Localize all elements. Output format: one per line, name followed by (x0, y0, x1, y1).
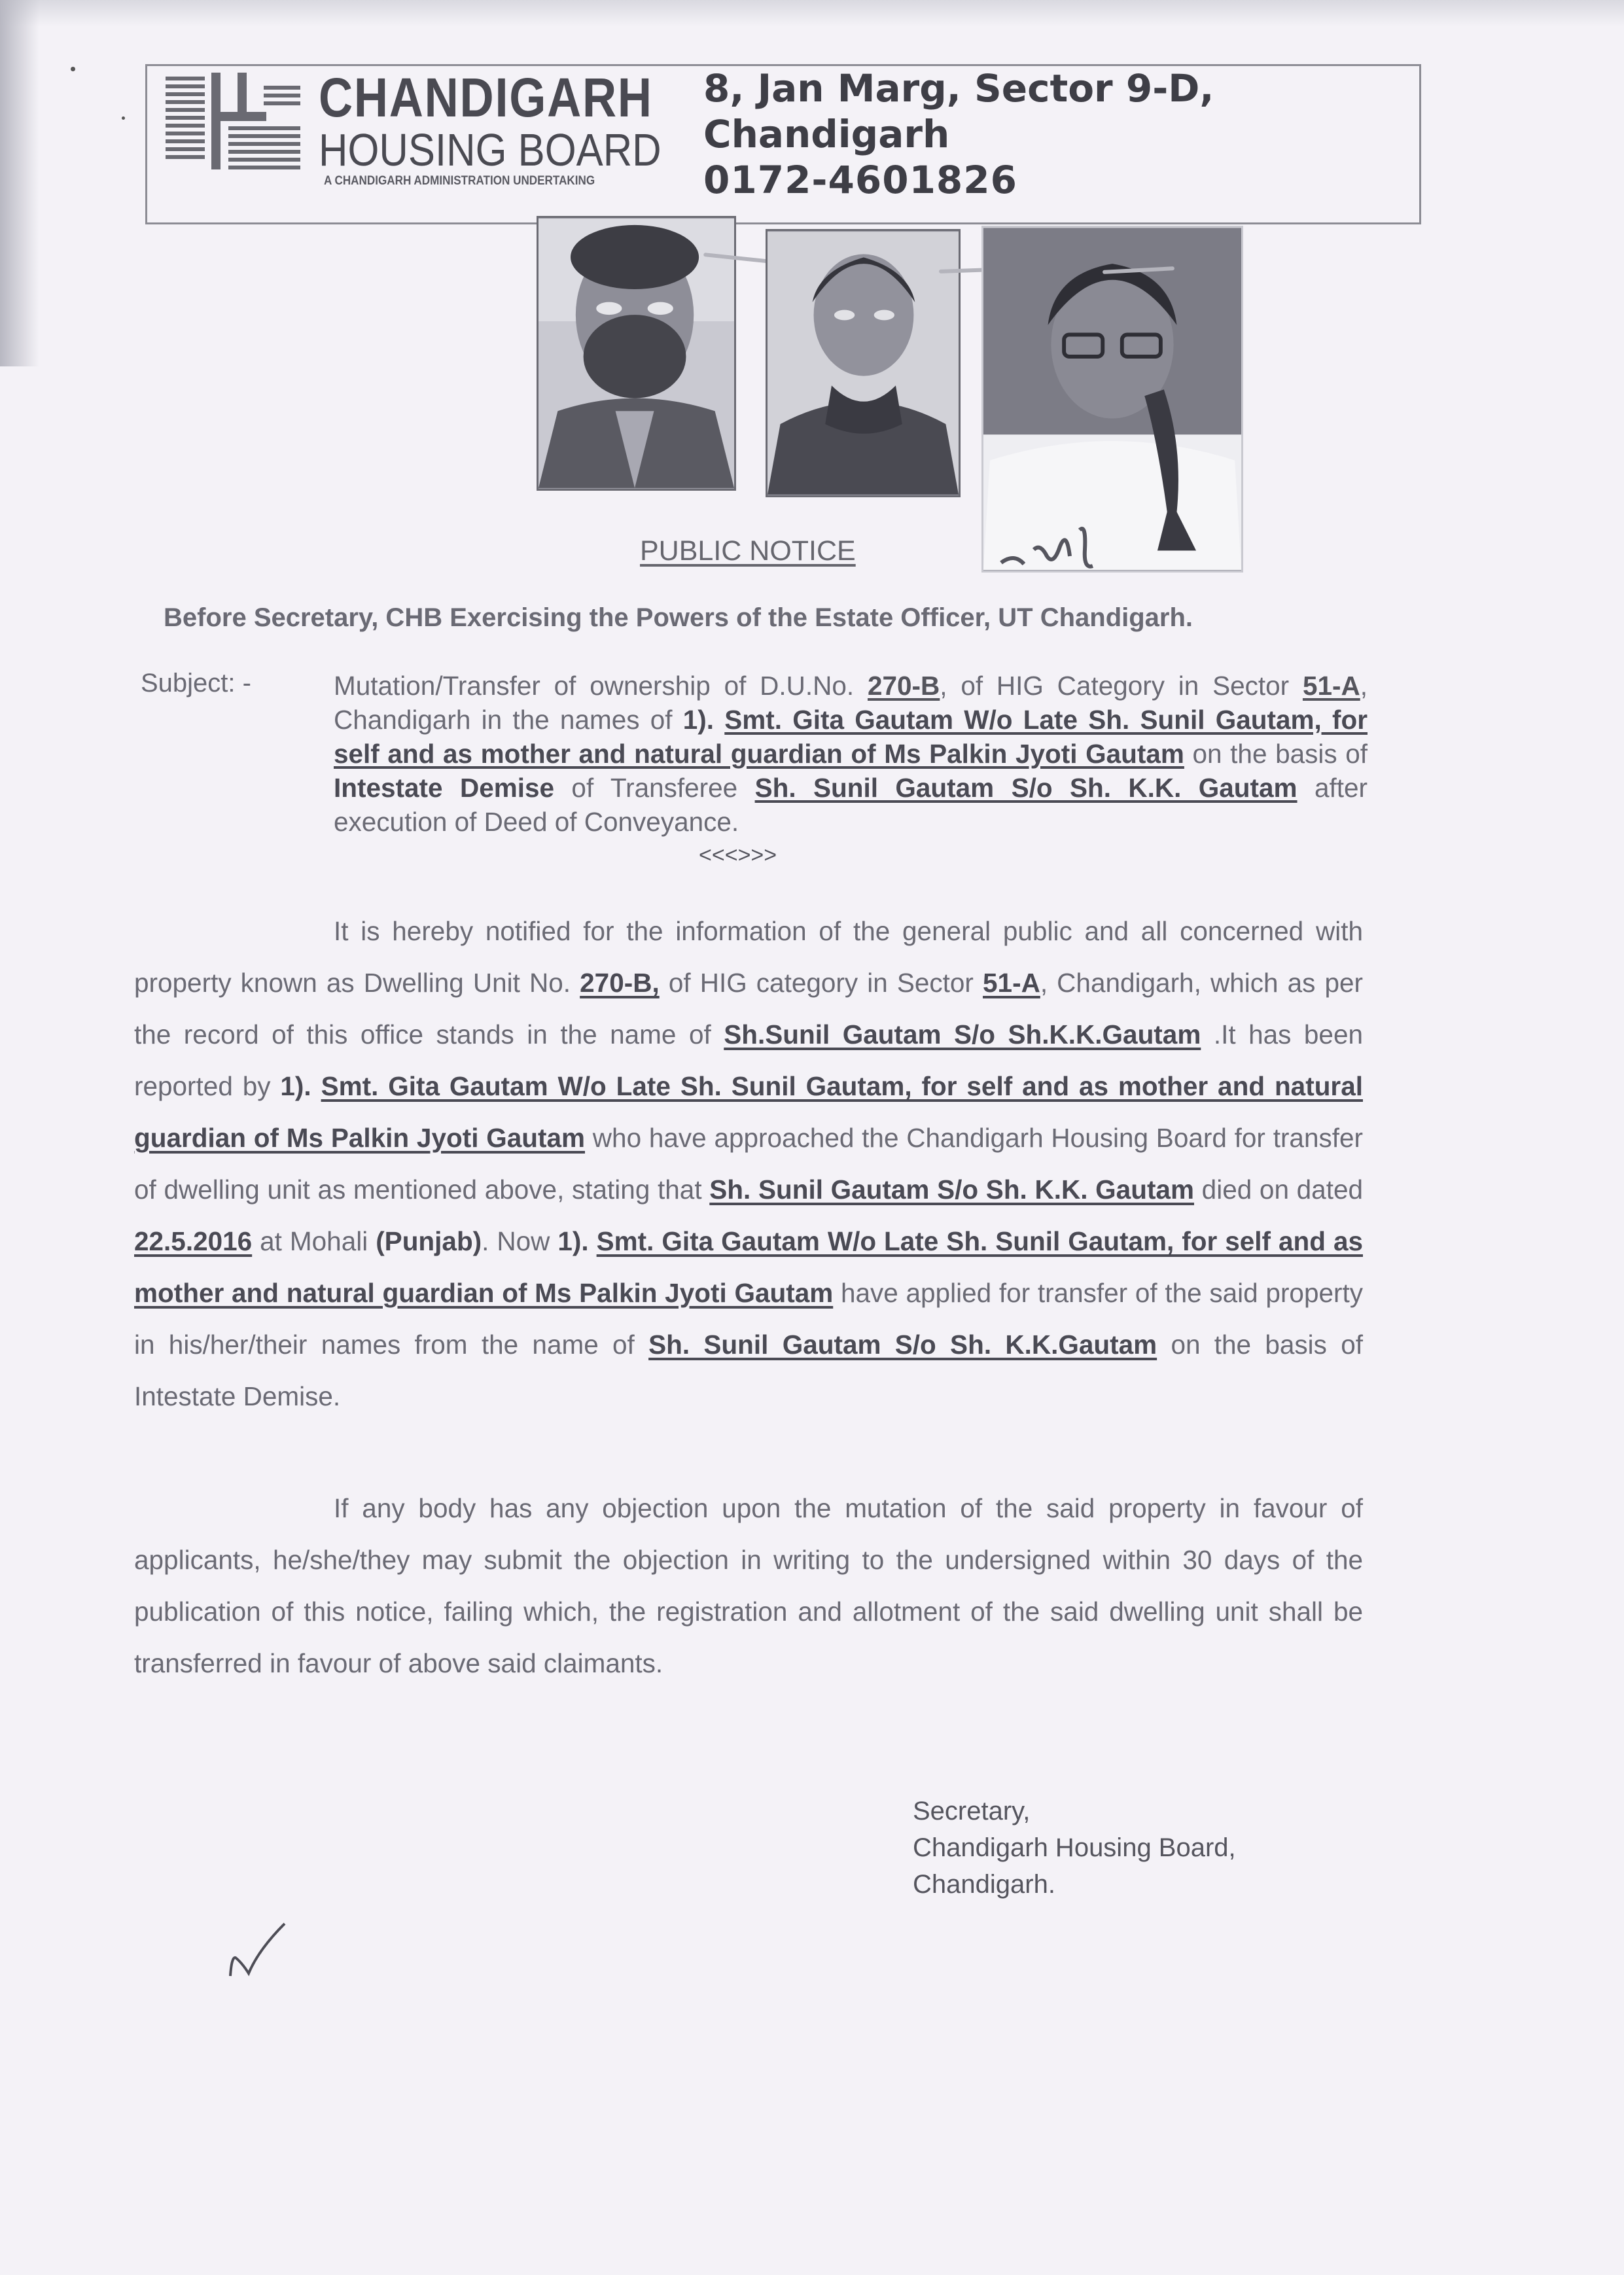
before-line: Before Secretary, CHB Exercising the Powers of the Estate Officer, UT Chandigarh. (164, 603, 1193, 632)
org-name-line-2: HOUSING BOARD (319, 124, 662, 175)
subject-sector: 51-A (1302, 671, 1360, 701)
signatory-block (913, 1793, 1236, 1903)
para-deceased: Sh. Sunil Gautam S/o Sh. K.K. Gautam (709, 1174, 1194, 1205)
speck (71, 67, 75, 71)
org-tagline: A CHANDIGARH ADMINISTRATION UNDERTAKING (324, 174, 595, 188)
signatory-title: Secretary, (913, 1797, 1031, 1825)
para-text: .It has been reported by (134, 1019, 1363, 1101)
chb-logo-icon (166, 73, 303, 169)
para-text: It is hereby notified for the information of the general public and all concerned with property known as Dwelling Unit No. (134, 916, 1363, 998)
para-owner: Sh.Sunil Gautam S/o Sh.K.K.Gautam (724, 1019, 1201, 1049)
subject-text: after execution of Deed of Conveyance. (334, 773, 1368, 837)
subject-basis: Intestate Demise (334, 773, 555, 803)
para-date: 22.5.2016 (134, 1226, 253, 1256)
photo-2 (766, 229, 961, 497)
org-name-line-1: CHANDIGARH (319, 67, 653, 128)
address-line-1: 8, Jan Marg, Sector 9-D, (703, 66, 1214, 111)
page-edge-shadow (0, 0, 1624, 26)
phone-number: 0172-4601826 (703, 158, 1017, 202)
signature-scribble-icon (995, 517, 1112, 576)
para-owner: Sh. Sunil Gautam S/o Sh. K.K.Gautam (648, 1330, 1157, 1360)
portrait-man-image (538, 218, 734, 489)
para-applicants: Smt. Gita Gautam W/o Late Sh. Sunil Gautam, for self and as mother and natural guardian of Ms Palkin Jyoti Gautam (134, 1226, 1363, 1308)
notice-paragraph-2: If any body has any objection upon the mutation of the said property in favour of applicants, he/she/they may submit the objection in writing to the undersigned within 30 days of the publication of this notice, failing which, the registration and allotment of the said dwelling unit shall be transferred in favour of above said claimants. (134, 1493, 1363, 1678)
subject-text (714, 705, 724, 735)
para-text: . Now (482, 1226, 558, 1256)
notice-paragraph-1 (134, 906, 1363, 1422)
para-text (311, 1071, 321, 1101)
para-unit: 270-B, (580, 968, 660, 998)
para-text (589, 1226, 597, 1256)
subject-body (334, 669, 1368, 839)
para-place: (Punjab) (376, 1226, 482, 1256)
para-item-number: 1). (280, 1071, 311, 1101)
para-sector: 51-A (983, 968, 1040, 998)
subject-text: of Transferee (554, 773, 755, 803)
subject-text: , of HIG Category in Sector (940, 671, 1303, 701)
signatory-city: Chandigarh. (913, 1870, 1055, 1899)
para-text: have applied for transfer of the said property in his/her/their names from the name of (134, 1278, 1363, 1360)
para-applicants: Smt. Gita Gautam W/o Late Sh. Sunil Gautam, for self and as mother and natural guardian of Ms Palkin Jyoti Gautam (134, 1071, 1363, 1153)
photo-1 (537, 216, 736, 491)
subject-label: Subject: - (141, 669, 251, 697)
portrait-woman-image (768, 231, 959, 495)
subject-text: , Chandigarh in the names of (334, 671, 1368, 735)
subject-item-number: 1). (682, 705, 715, 735)
para-text: on the basis of Intestate Demise. (134, 1330, 1363, 1411)
initial-mark-icon (222, 1911, 294, 1983)
subject-text: Mutation/Transfer of ownership of D.U.No. (334, 671, 868, 701)
para-text: , Chandigarh, which as per the record of this office stands in the name of (134, 968, 1363, 1049)
signatory-org: Chandigarh Housing Board, (913, 1833, 1236, 1862)
para-text: at Mohali (252, 1226, 376, 1256)
address-line-2: Chandigarh (703, 112, 950, 156)
speck (122, 116, 125, 120)
subject-text: on the basis of (1184, 739, 1368, 769)
para-text: of HIG category in Sector (659, 968, 983, 998)
subject-unit: 270-B (867, 671, 940, 701)
divider-mark: <<<>>> (699, 843, 777, 868)
notice-title: PUBLIC NOTICE (640, 535, 856, 567)
letterhead (145, 64, 1421, 224)
subject-transferee: Sh. Sunil Gautam S/o Sh. K.K. Gautam (754, 773, 1297, 803)
para-item-number: 1). (557, 1226, 589, 1256)
subject-applicants: Smt. Gita Gautam W/o Late Sh. Sunil Gautam, for self and as mother and natural guardian of Ms Palkin Jyoti Gautam (334, 705, 1368, 769)
page-fold-shadow (0, 0, 39, 366)
para-text: died on dated (1193, 1174, 1364, 1205)
para-text: who have approached the Chandigarh Housing Board for transfer of dwelling unit as mentioned above, stating that (134, 1123, 1363, 1205)
